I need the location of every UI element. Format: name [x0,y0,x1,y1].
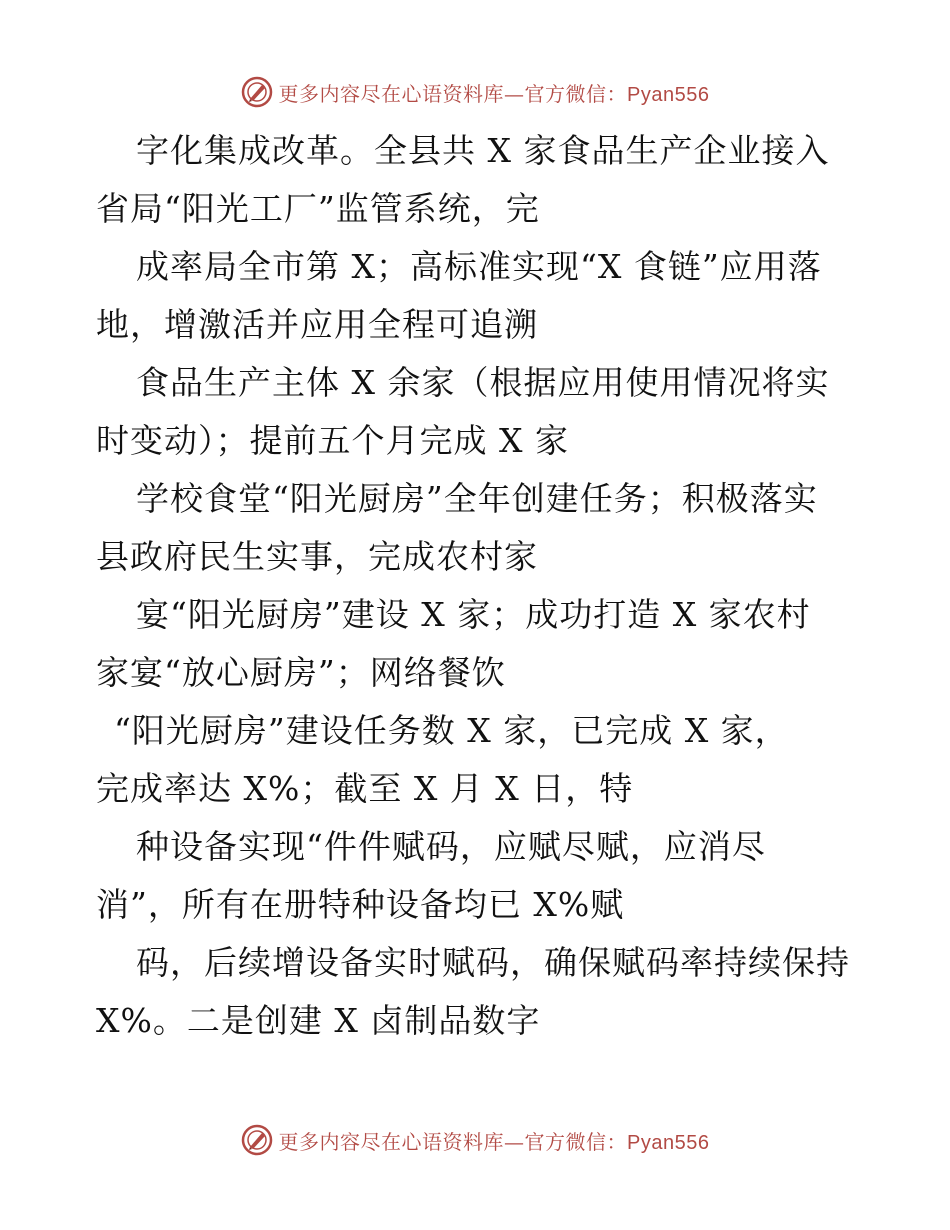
body-line: 家宴“放心厨房”；网络餐饮 [96,653,506,692]
header-watermark [0,72,950,112]
footer-watermark [0,1120,950,1160]
body-line: 消”，所有在册特种设备均已 X%赋 [96,885,625,924]
body-line: 学校食堂“阳光厨房”全年创建任务；积极落实 [136,479,818,518]
body-line: X%。二是创建 X 卤制品数字 [96,1001,541,1040]
body-line: 字化集成改革。全县共 X 家食品生产企业接入 [136,131,830,170]
body-line: 省局“阳光工厂”监管系统，完 [96,189,540,228]
body-line: “阳光厨房”建设任务数 X 家，已完成 X 家， [114,711,789,750]
body-line: 食品生产主体 X 余家（根据应用使用情况将实 [136,363,830,402]
body-line: 时变动）；提前五个月完成 X 家 [96,421,569,460]
document-body [96,122,866,1050]
body-line: 宴“阳光厨房”建设 X 家；成功打造 X 家农村 [136,595,811,634]
body-line: 成率局全市第 X；高标准实现“X 食链”应用落 [136,247,822,286]
body-line: 地，增激活并应用全程可追溯 [96,305,538,344]
body-line: 码，后续增设备实时赋码，确保赋码率持续保持 [136,943,850,982]
body-line: 县政府民生实事，完成农村家 [96,537,538,576]
body-line: 种设备实现“件件赋码，应赋尽赋，应消尽 [136,827,766,866]
red-seal-pen-icon [241,1124,273,1156]
red-seal-pen-icon [241,76,273,108]
watermark-text: 更多内容尽在心语资料库—官方微信：Pyan556 [278,1129,710,1154]
watermark-text: 更多内容尽在心语资料库—官方微信：Pyan556 [278,81,710,106]
body-line: 完成率达 X%；截至 X 月 X 日，特 [96,769,634,808]
